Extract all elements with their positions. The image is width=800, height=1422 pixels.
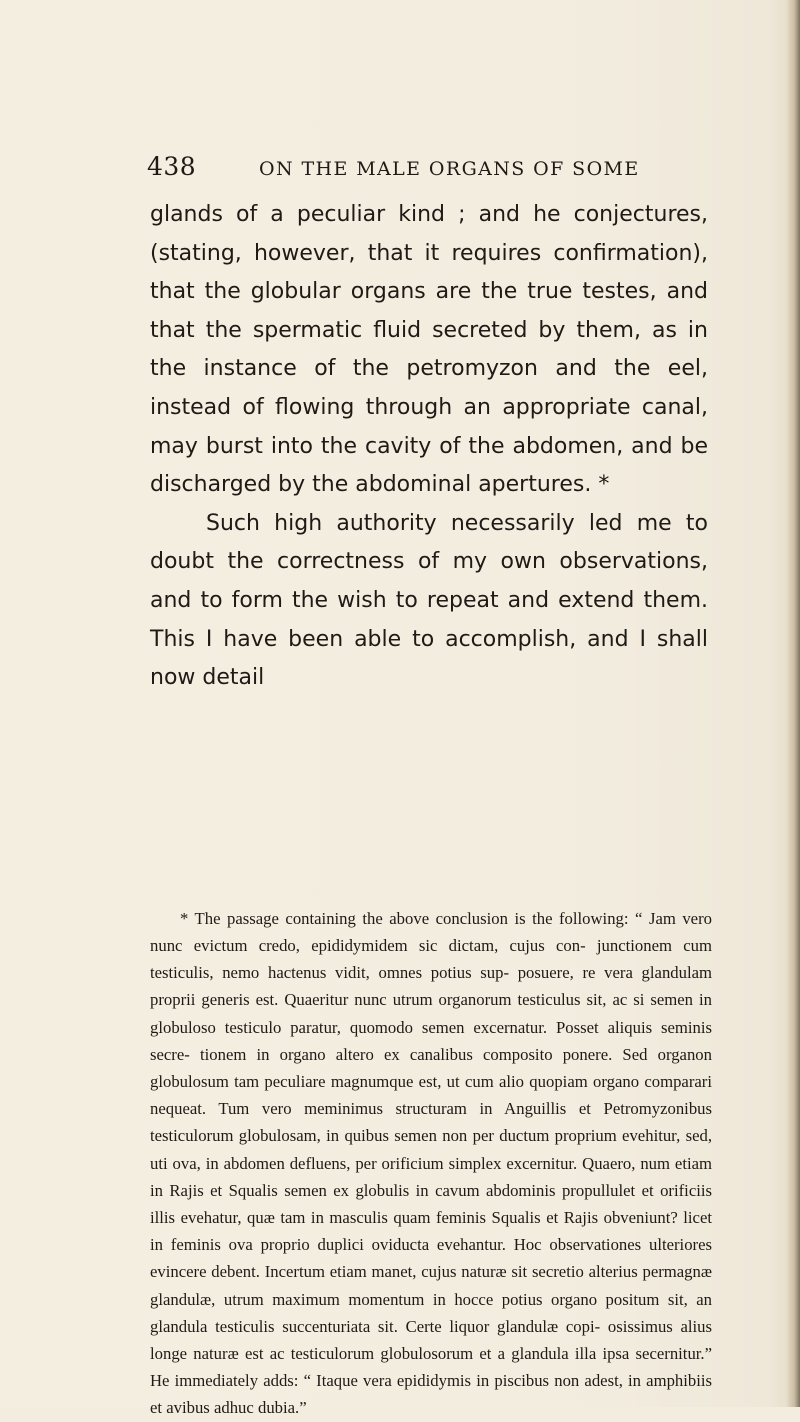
- running-head: ON THE MALE ORGANS OF SOME: [259, 158, 640, 180]
- page-header: [147, 152, 707, 192]
- paragraph: glands of a peculiar kind ; and he conjectures, (stating, however, that it requires confirmation), that the globular organs are the true testes, and that the spermatic fluid secreted by them, as in the instance of the petromyzon and the eel, instead of flowing through an appropriate canal, may burst into the cavity of the abdomen, and be discharged by the abdominal apertures. *: [150, 202, 708, 498]
- footnote: * The passage containing the above conclusion is the following: “ Jam vero nunc evictum credo, epididymidem sic dictam, cujus con- junctionem cum testiculis, nemo hactenus vidit, omnes potius sup- posuere, re vera glandulam proprii generis est. Quaeritur nunc utrum organorum testiculus sit, ac si semen in globuloso testiculo paratur, quomodo semen excernatur. Posset aliquis seminis secre- tionem in organo altero ex canalibus composito ponere. Sed organon globulosum tam peculiare magnumque est, ut cum alio quopiam organo comparari nequeat. Tum vero meminimus structuram in Anguillis et Petromyzonibus testiculorum globulosam, in quibus semen non per ductum proprium evehitur, sed, uti ova, in abdomen defluens, per orificium simplex excernitur. Quaero, num etiam in Rajis et Squalis semen ex globulis in cavum abdominis propullulet et orificiis illis evehatur, quæ tam in masculis quam feminis Squalis et Rajis obveniunt? licet in feminis ova proprio duplici oviducta evehantur. Hoc observationes ulteriores evincere debent. Incertum etiam manet, cujus naturæ sit secretio alterius permagnæ glandulæ, utrum maximum momentum in hocce potius organo positum sit, an glandula testiculis succenturiata sit. Certe liquor glandulæ copi- osissimus alius longe naturæ est ac testiculorum globulosorum et a glandula illa ipsa secernitur.” He immediately adds: “ Itaque vera epididymis in piscibus non adest, in amphibiis et avibus adhuc dubia.”: [150, 908, 712, 1418]
- page-number: 438: [147, 152, 197, 181]
- body-text: [150, 196, 708, 698]
- page-edge-shadow: [786, 0, 800, 1407]
- paragraph: Such high authority necessarily led me to doubt the correctness of my own observations, and to form the wish to repeat and extend them. This I have been able to accomplish, and I shall now detail: [150, 510, 708, 691]
